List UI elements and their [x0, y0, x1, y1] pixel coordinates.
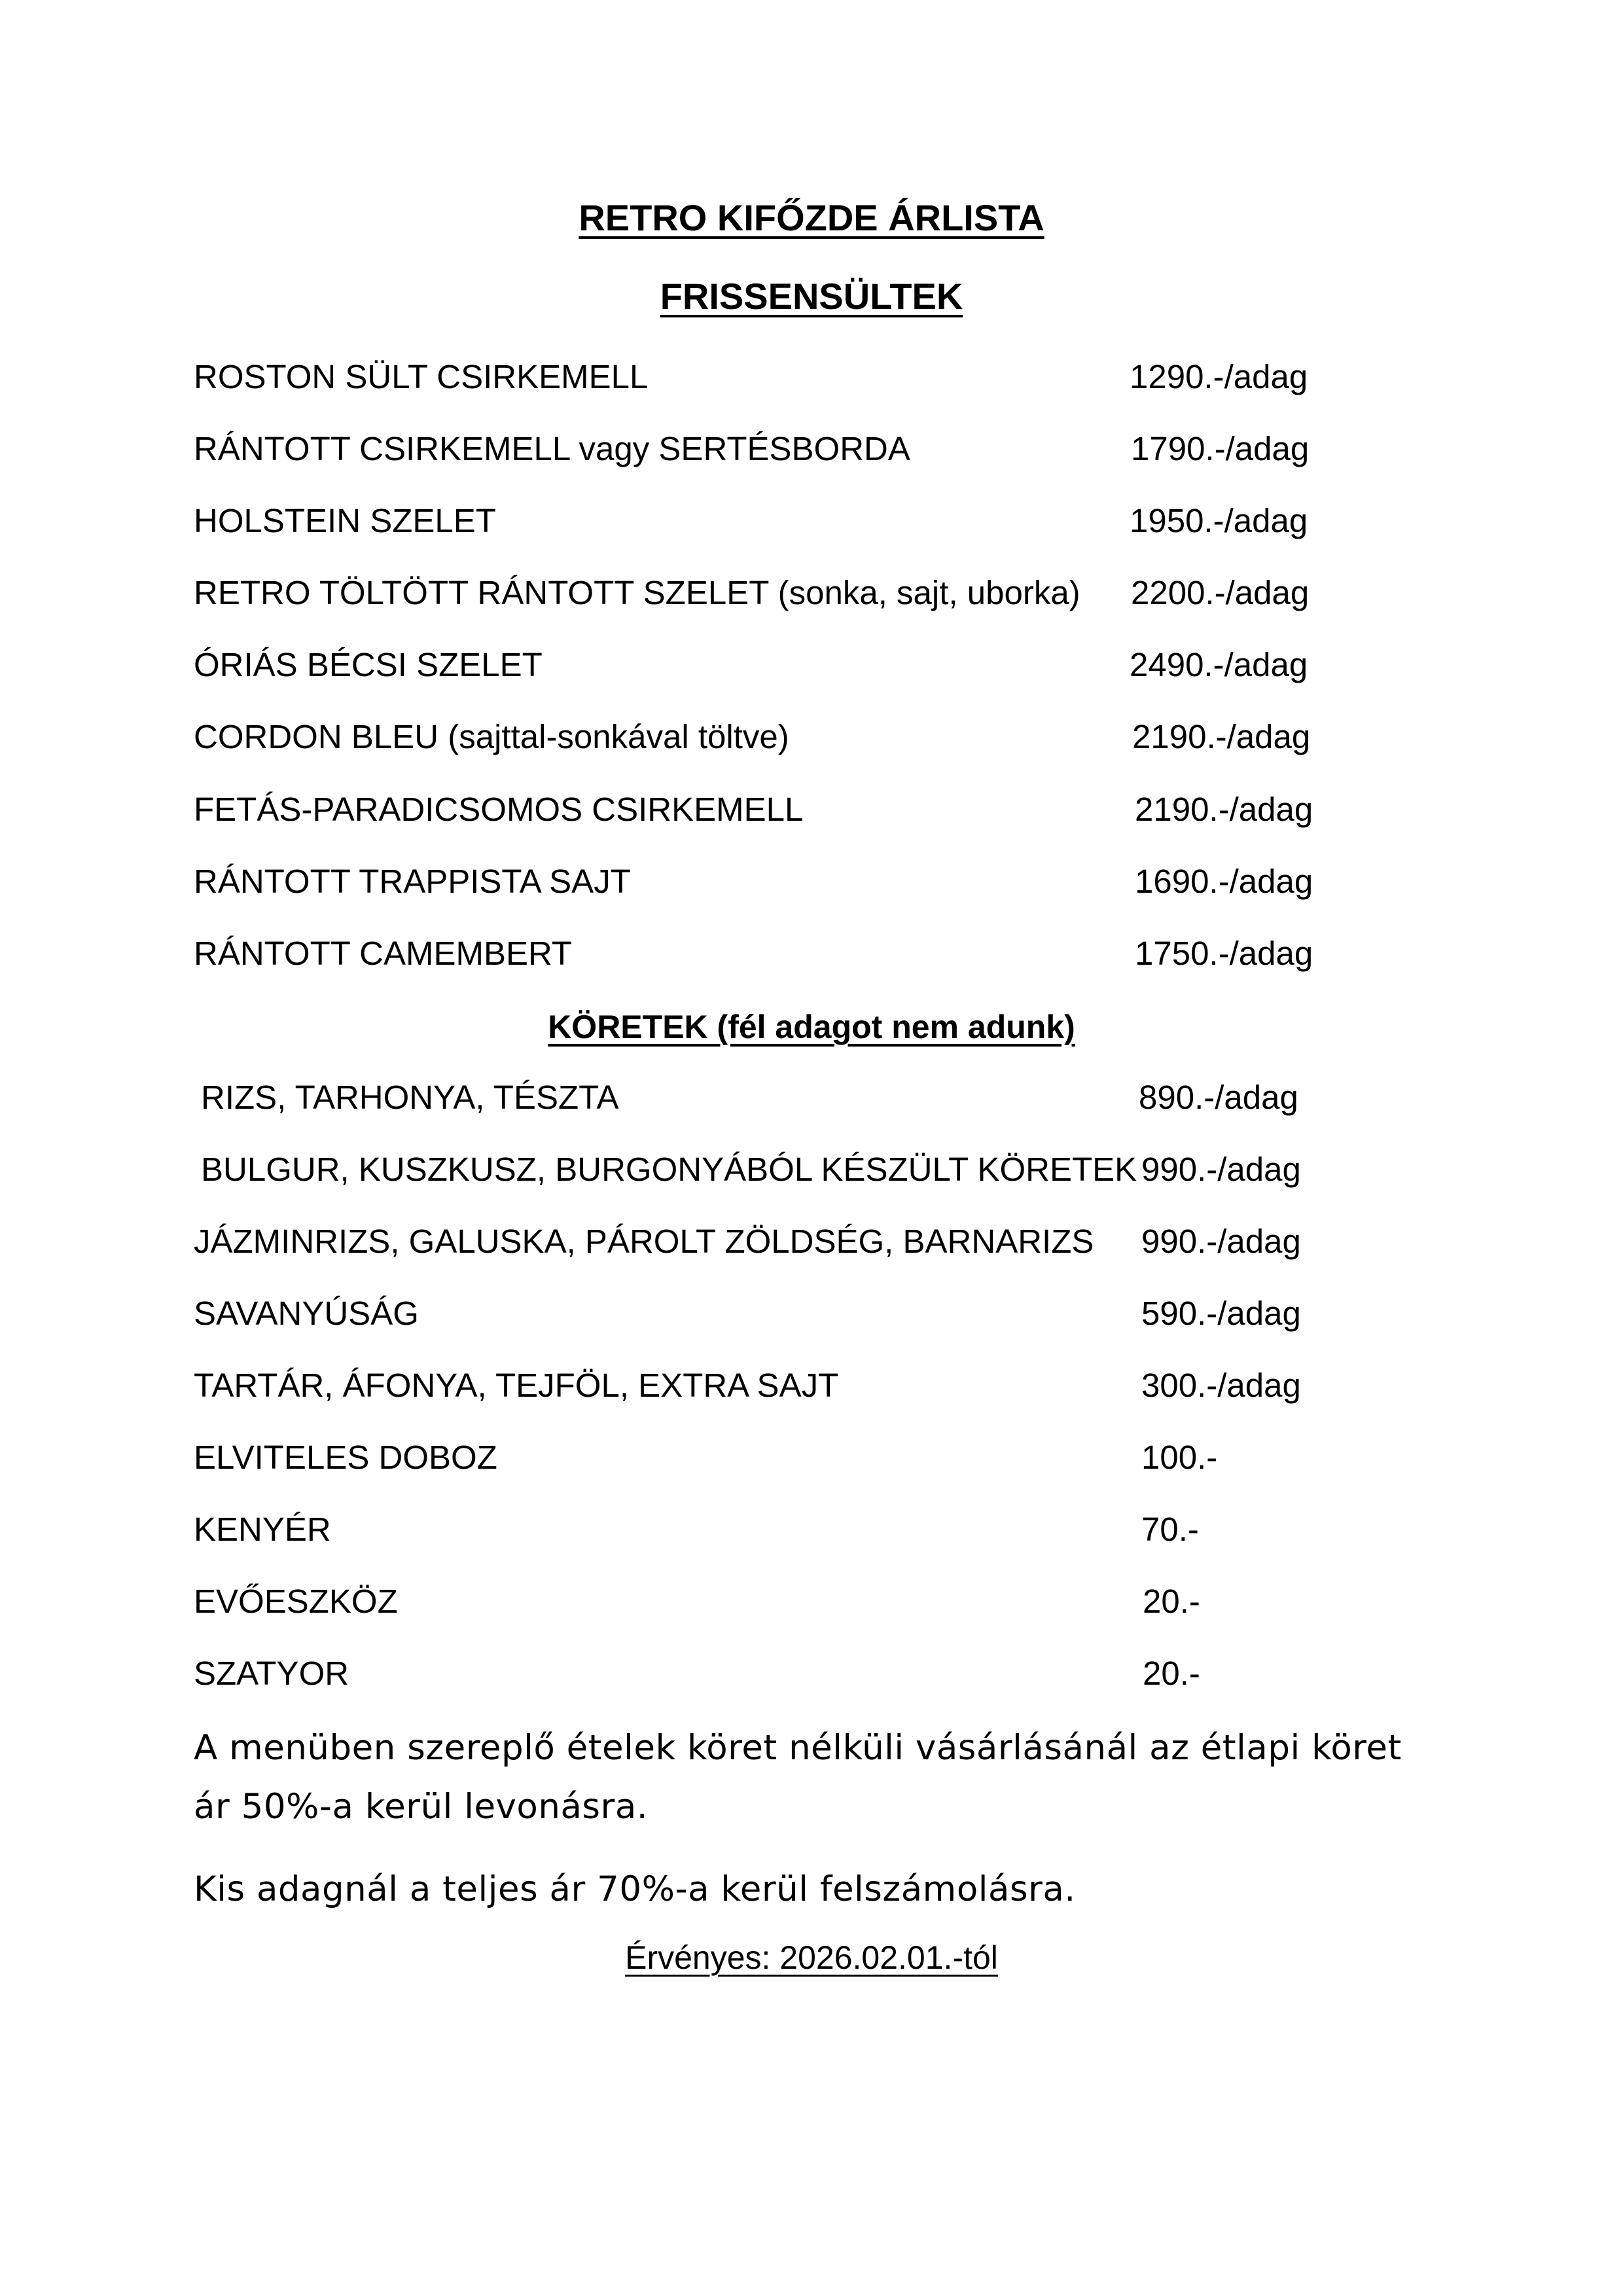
- list-item: [0, 1507, 1623, 1552]
- list-item: [0, 787, 1623, 833]
- item-name: SAVANYÚSÁG: [194, 1295, 419, 1332]
- list-item: [0, 642, 1623, 688]
- item-name: FETÁS-PARADICSOMOS CSIRKEMELL: [194, 791, 804, 828]
- list-item: [0, 1651, 1623, 1696]
- item-price: 2200.-/adag: [1131, 574, 1310, 611]
- item-price: 1290.-/adag: [1130, 358, 1308, 395]
- item-name: RÁNTOTT CAMEMBERT: [194, 935, 573, 972]
- list-item: [0, 1363, 1623, 1408]
- item-price: 100.-: [1141, 1439, 1218, 1476]
- list-item: [0, 1219, 1623, 1265]
- list-item: [0, 931, 1623, 977]
- page-title: RETRO KIFŐZDE ÁRLISTA: [579, 197, 1044, 238]
- item-name: BULGUR, KUSZKUSZ, BURGONYÁBÓL KÉSZÜLT KÖRETEK: [201, 1151, 1137, 1188]
- item-price: 2490.-/adag: [1130, 646, 1308, 683]
- item-name: JÁZMINRIZS, GALUSKA, PÁROLT ZÖLDSÉG, BARNARIZS: [194, 1223, 1094, 1260]
- item-price: 990.-/adag: [1141, 1223, 1301, 1260]
- item-name: CORDON BLEU (sajttal-sonkával töltve): [194, 718, 789, 755]
- item-price: 20.-: [1143, 1655, 1200, 1692]
- section-heading-koretek: KÖRETEK (fél adagot nem adunk): [548, 1009, 1075, 1045]
- item-price: 1950.-/adag: [1130, 502, 1308, 539]
- list-item: [0, 426, 1623, 472]
- list-item: [0, 1075, 1623, 1121]
- item-price: 20.-: [1143, 1583, 1200, 1620]
- discount-note-line-1: A menüben szereplő ételek köret nélküli vásárlásánál az étlapi köret: [194, 1728, 1402, 1768]
- item-price: 2190.-/adag: [1135, 791, 1313, 828]
- item-price: 1790.-/adag: [1131, 430, 1310, 467]
- list-item: [0, 1579, 1623, 1624]
- list-item: [0, 1147, 1623, 1193]
- item-name: RÁNTOTT TRAPPISTA SAJT: [194, 863, 631, 900]
- discount-note-line-2: ár 50%-a kerül levonásra.: [194, 1787, 649, 1827]
- item-price: 1750.-/adag: [1135, 935, 1313, 972]
- item-price: 590.-/adag: [1141, 1295, 1301, 1332]
- list-item: [0, 1291, 1623, 1336]
- list-item: [0, 859, 1623, 905]
- discount-note: [194, 1719, 1470, 1837]
- item-name: SZATYOR: [194, 1655, 349, 1692]
- list-item: [0, 570, 1623, 616]
- item-name: RIZS, TARHONYA, TÉSZTA: [201, 1079, 619, 1116]
- item-price: 2190.-/adag: [1132, 718, 1311, 755]
- list-item: [0, 1435, 1623, 1480]
- item-name: RÁNTOTT CSIRKEMELL vagy SERTÉSBORDA: [194, 430, 910, 467]
- item-price: 300.-/adag: [1141, 1367, 1301, 1404]
- item-name: ROSTON SÜLT CSIRKEMELL: [194, 358, 649, 395]
- list-item: [0, 498, 1623, 544]
- item-price: 1690.-/adag: [1135, 863, 1313, 900]
- item-name: RETRO TÖLTÖTT RÁNTOTT SZELET (sonka, sajt, uborka): [194, 574, 1080, 611]
- item-name: TARTÁR, ÁFONYA, TEJFÖL, EXTRA SAJT: [194, 1367, 839, 1404]
- item-price: 70.-: [1141, 1511, 1199, 1548]
- validity-date: Érvényes: 2026.02.01.-tól: [625, 1939, 998, 1976]
- item-price: 990.-/adag: [1141, 1151, 1301, 1188]
- item-name: ÓRIÁS BÉCSI SZELET: [194, 646, 543, 683]
- small-portion-note-line: Kis adagnál a teljes ár 70%-a kerül felszámolásra.: [194, 1869, 1076, 1909]
- item-name: EVŐESZKÖZ: [194, 1583, 398, 1620]
- list-item: [0, 714, 1623, 760]
- section-heading-frissensultek: FRISSENSÜLTEK: [660, 276, 963, 317]
- item-price: 890.-/adag: [1139, 1079, 1298, 1116]
- item-name: KENYÉR: [194, 1511, 331, 1548]
- item-name: HOLSTEIN SZELET: [194, 502, 496, 539]
- item-name: ELVITELES DOBOZ: [194, 1439, 497, 1476]
- list-item: [0, 354, 1623, 400]
- small-portion-note: [194, 1860, 1470, 1919]
